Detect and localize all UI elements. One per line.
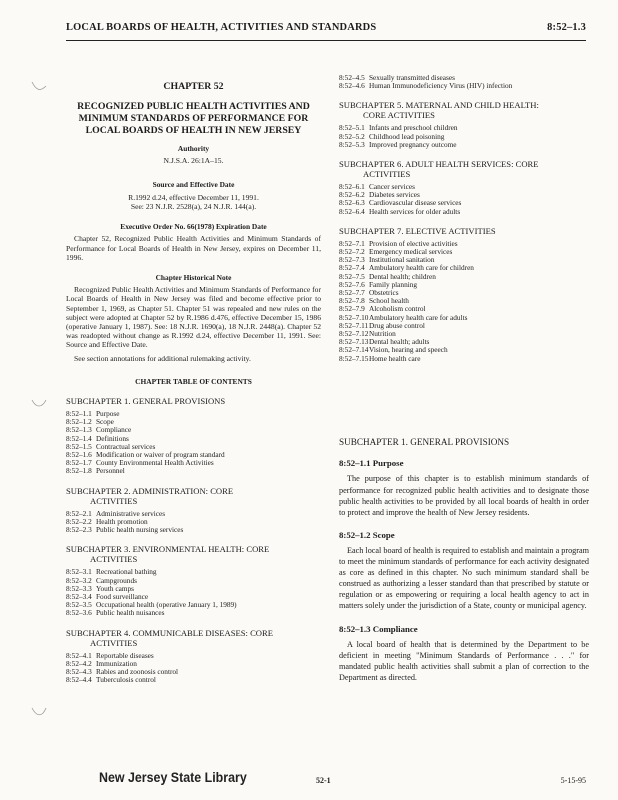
toc-section-number: 8:52–7.1 [339,238,365,248]
toc-section-number: 8:52–7.7 [339,288,365,298]
toc-section-title: Alcoholism control [369,304,426,314]
toc-section-title: Personnel [96,466,125,476]
toc-heading: CHAPTER TABLE OF CONTENTS [135,376,252,386]
toc-list [66,652,321,685]
toc-entry [66,676,321,684]
toc-section-number: 8:52–7.3 [339,255,365,265]
toc-section-title: Provision of elective activities [369,238,458,248]
toc-section-title: School health [369,296,409,306]
toc-section-title: Health services for older adults [369,206,461,216]
toc-entry [339,355,589,363]
library-stamp: New Jersey State Library [99,770,247,785]
toc-list [339,183,589,216]
toc-section-title: Childhood lead poisoning [369,131,445,141]
toc-section-number: 8:52–7.9 [339,304,365,314]
toc-list [339,240,589,363]
source-heading: Source and Effective Date [152,179,235,189]
toc-section-title: Immunization [96,658,137,668]
expiration-text: Chapter 52, Recognized Public Health Activities and Minimum Standards of Performance for Local Boards of Health in New Jersey, expires on December 11, 1996. [66,234,321,262]
toc-subchapter-heading: SUBCHAPTER 4. COMMUNICABLE DISEASES: CORE ACTIVITIES [66,627,273,648]
toc-entry [66,609,321,617]
toc-section-number: 8:52–7.13 [339,337,369,347]
header-rule [66,40,586,41]
toc-section-number: 8:52–4.2 [66,658,92,668]
toc-section-number: 8:52–4.3 [66,666,92,676]
toc-section-number: 8:52–2.1 [66,508,92,518]
toc-section-number: 8:52–4.5 [339,73,365,82]
toc-section-number: 8:52–7.6 [339,279,365,289]
toc-section-number: 8:52–3.6 [66,608,92,618]
compliance-text: A local board of health that is determined by the Department to be deficient in meeting "Minimum Standards of Performance . . ." for mandated public health activities shall submit a plan of correction to the Department as directed. [339,639,589,683]
toc-subchapter-heading: SUBCHAPTER 1. GENERAL PROVISIONS [66,396,226,407]
toc-section-title: Definitions [96,433,129,443]
toc-section-number: 8:52–6.2 [339,190,365,200]
toc-list [66,568,321,617]
toc-section-title: Cancer services [369,182,415,192]
chapter-number: CHAPTER 52 [163,81,224,92]
toc-entry [66,526,321,534]
toc-section-number: 8:52–3.3 [66,583,92,593]
toc-list [66,510,321,535]
toc-continued [339,74,589,90]
header-section: 8:52–1.3 [547,22,586,33]
toc-section-title: Institutional sanitation [369,255,435,265]
toc-section-title: Improved pregnancy outcome [369,139,457,149]
toc-subchapter-heading: SUBCHAPTER 5. MATERNAL AND CHILD HEALTH: CORE ACTIVITIES [339,100,539,121]
toc-section-title: Youth camps [96,583,134,593]
compliance-heading: 8:52–1.3 Compliance [339,623,418,634]
toc-section-title: Family planning [369,279,418,289]
page-date: 5-15-95 [560,776,586,785]
toc-section-number: 8:52–2.3 [66,525,92,535]
toc-section-number: 8:52–1.4 [66,433,92,443]
toc-section-title: Scope [96,417,114,427]
chapter-title: RECOGNIZED PUBLIC HEALTH ACTIVITIES AND MINIMUM STANDARDS OF PERFORMANCE FOR LOCAL BOARDS OF HEALTH IN NEW JERSEY [77,101,310,137]
history-text: Recognized Public Health Activities and Minimum Standards of Performance for Local Boards of Health in New Jersey was filed and become effective prior to September 1, 1969, as Chapter 51. Chapter 51 was repealed and new rules on the subject were adopted at Chapter 52 by R.1986 d.476, effective December 15, 1986 (operative January 1, 1987). See: 18 N.J.R. 1690(a), 18 N.J.R. 2448(a). Chapter 52 was readopted without change as R.1992 d.24, effective December 11, 1991. See: Source and Effective Date. [66,285,321,350]
toc-section-number: 8:52–6.4 [339,206,365,216]
toc-section-title: Dental health; children [369,271,436,281]
toc-entry [339,82,589,90]
toc-section-title: Contractual services [96,441,156,451]
toc-section-number: 8:52–5.3 [339,139,365,149]
toc-section-title: Administrative services [96,508,166,518]
toc-section-number: 8:52–6.3 [339,198,365,208]
toc-section-title: Compliance [96,425,132,435]
margin-mark [30,706,48,720]
toc-section-number: 8:52–7.12 [339,329,369,339]
toc-section-number: 8:52–1.1 [66,409,92,419]
toc-section-title: Ambulatory health care for children [369,263,474,273]
toc-section-title: Reportable diseases [96,650,154,660]
toc-section-title: Occupational health (operative January 1, 1989) [96,600,237,610]
toc-subchapter-heading: SUBCHAPTER 6. ADULT HEALTH SERVICES: CORE ACTIVITIES [339,159,539,180]
body-subchapter-heading: SUBCHAPTER 1. GENERAL PROVISIONS [339,437,510,447]
toc-section-title: Home health care [369,353,421,363]
toc-section-title: Dental health; adults [369,337,430,347]
toc-section-number: 8:52–1.2 [66,417,92,427]
toc-section-title: Public health nuisances [96,608,165,618]
toc-section-title: Obstetrics [369,288,399,298]
toc-section-title: Tuberculosis control [96,675,156,685]
toc-section-title: Infants and preschool children [369,123,458,133]
toc-subchapter-heading: SUBCHAPTER 7. ELECTIVE ACTIVITIES [339,225,496,236]
toc-section-number: 8:52–1.3 [66,425,92,435]
toc-section-number: 8:52–7.14 [339,345,369,355]
toc-entry [339,141,589,149]
toc-section-title: Human Immunodeficiency Virus (HIV) infection [369,81,513,91]
header-title: LOCAL BOARDS OF HEALTH, ACTIVITIES AND STANDARDS [66,22,377,33]
scope-text: Each local board of health is required to establish and maintain a program to meet the minimum standards of performance for each activity designated as core as defined in this chapter. No such minimum standard shall be construed as authorizing a lesser standard than that prescribed by statute or regulation or as empowering or requiring a local health agency to act in matters solely under the jurisdiction of a State, county or municipal agency. [339,545,589,611]
toc-section-title: Drug abuse control [369,320,425,330]
toc-section-title: Food surveillance [96,591,149,601]
margin-mark [30,80,48,94]
expiration-heading: Executive Order No. 66(1978) Expiration Date [120,222,267,232]
right-column [339,73,589,683]
toc-list [66,410,321,476]
toc-section-number: 8:52–5.2 [339,131,365,141]
toc-section-number: 8:52–4.6 [339,81,365,91]
history-heading: Chapter Historical Note [155,273,232,283]
toc-section-title: Public health nursing services [96,525,184,535]
toc-section-number: 8:52–7.5 [339,271,365,281]
toc-section-title: Recreational bathing [96,567,157,577]
authority-heading: Authority [177,144,210,154]
margin-mark [30,396,48,410]
toc-entry [66,467,321,475]
toc-section-number: 8:52–3.4 [66,591,92,601]
toc-section-title: Vision, hearing and speech [369,345,448,355]
toc-section-number: 8:52–3.5 [66,600,92,610]
left-column [66,74,321,684]
toc-section-title: Campgrounds [96,575,137,585]
toc-section-number: 8:52–7.15 [339,353,369,363]
toc-section-number: 8:52–2.2 [66,516,92,526]
toc-section-number: 8:52–3.1 [66,567,92,577]
toc-section-number: 8:52–5.1 [339,123,365,133]
toc-section-number: 8:52–7.2 [339,247,365,257]
authority-text: N.J.S.A. 26:1A–15. [163,156,224,166]
toc-section-number: 8:52–7.11 [339,320,369,330]
toc-section-title: Emergency medical services [369,247,453,257]
toc-entry [339,208,589,216]
toc-section-title: Cardiovascular disease services [369,198,462,208]
toc-section-number: 8:52–7.4 [339,263,365,273]
toc-section-number: 8:52–1.8 [66,466,92,476]
toc-section-title: Modification or waiver of program standard [96,450,225,460]
toc-section-title: Ambulatory health care for adults [369,312,468,322]
toc-section-number: 8:52–1.6 [66,450,92,460]
purpose-heading: 8:52–1.1 Purpose [339,458,404,469]
purpose-text: The purpose of this chapter is to establish minimum standards of performance for recognized public health activities and to designate those public health activities to be provided by all local boards of health in order to protect and improve the health of New Jersey residents. [339,474,589,517]
toc-section-title: Purpose [96,409,120,419]
source-line-1: R.1992 d.24, effective December 11, 1991. [128,192,259,202]
toc-section-number: 8:52–7.8 [339,296,365,306]
toc-section-number: 8:52–4.1 [66,650,92,660]
toc-section-title: Diabetes services [369,190,420,200]
source-line-2: See: 23 N.J.R. 2528(a), 24 N.J.R. 144(a). [130,202,257,212]
toc-section-title: Sexually transmitted diseases [369,73,455,82]
toc-section-title: County Environmental Health Activities [96,458,214,468]
toc-section-title: Health promotion [96,516,148,526]
scope-heading: 8:52–1.2 Scope [339,529,395,540]
toc-section-number: 8:52–1.5 [66,441,92,451]
toc-section-title: Nutrition [369,329,396,339]
toc-section-number: 8:52–7.10 [339,312,369,322]
toc-section-number: 8:52–4.4 [66,675,92,685]
toc-section-number: 8:52–3.2 [66,575,92,585]
running-header [66,22,586,33]
chapter-body [339,438,589,683]
toc-list [339,124,589,149]
toc-right [339,100,589,362]
toc-section-title: Rabies and zoonosis control [96,666,179,676]
toc-left [66,396,321,684]
toc-section-number: 8:52–1.7 [66,458,92,468]
page-number: 52-1 [316,776,331,785]
toc-subchapter-heading: SUBCHAPTER 3. ENVIRONMENTAL HEALTH: CORE ACTIVITIES [66,544,270,565]
annotations-note: See section annotations for additional rulemaking activity. [74,353,251,363]
toc-subchapter-heading: SUBCHAPTER 2. ADMINISTRATION: CORE ACTIVITIES [66,485,234,506]
toc-section-number: 8:52–6.1 [339,182,365,192]
